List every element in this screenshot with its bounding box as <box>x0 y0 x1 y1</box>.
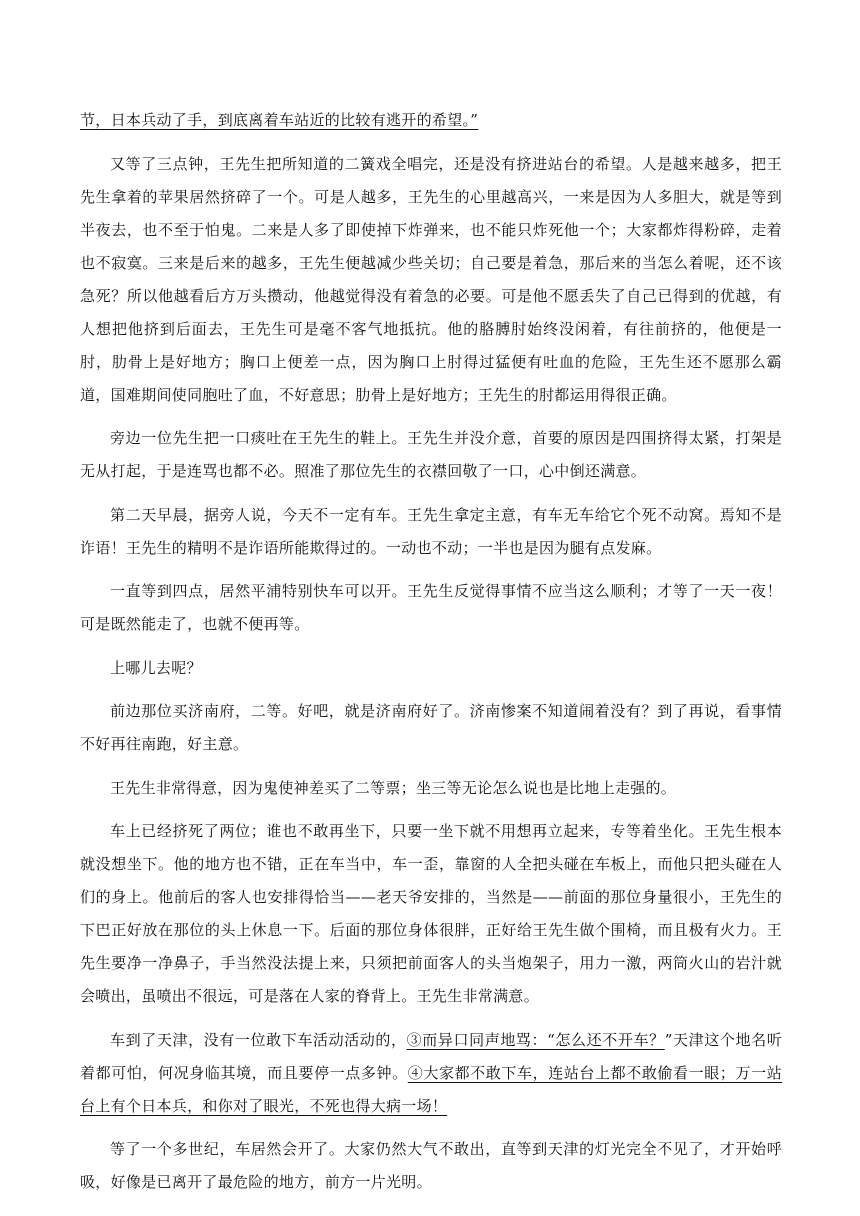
paragraph-text: 王先生非常得意，因为鬼使神差买了二等票；坐三等无论怎么说也是比地上走强的。 <box>110 778 677 797</box>
paragraph-text: 等了一个多世纪，车居然会开了。大家仍然大气不敢出，直等到天津的灯光完全不见了，才开始呼吸，好像是已离开了最危险的地方，前方一片光明。 <box>80 1140 782 1191</box>
paragraph-text: 车到了天津，没有一位敢下车活动活动的， <box>110 1030 407 1049</box>
paragraph <box>80 148 782 412</box>
underlined-text: 节，日本兵动了手，到底离着车站近的比较有逃开的希望。” <box>80 111 479 129</box>
paragraph <box>80 652 782 685</box>
paragraph <box>80 815 782 1013</box>
paragraph <box>80 104 782 137</box>
paragraph <box>80 1024 782 1123</box>
paragraph-text: 旁边一位先生把一口痰吐在王先生的鞋上。王先生并没介意，首要的原因是四围挤得太紧，打架是无从打起，于是连骂也都不必。照准了那位先生的衣襟回敬了一口，心中倒还满意。 <box>80 429 782 480</box>
paragraph <box>80 1133 782 1199</box>
paragraph <box>80 422 782 488</box>
document-page <box>80 104 782 1210</box>
paragraph-text: 一直等到四点，居然平浦特别快车可以开。王先生反觉得事情不应当这么顺利；才等了一天一夜！可是既然能走了，也就不便再等。 <box>80 582 782 633</box>
paragraph-text: ”天津这个地名听着都可怕，何况身临其境，而且要停一点多钟。 <box>80 1030 782 1082</box>
paragraph <box>80 695 782 761</box>
underlined-text: ③而异口同声地骂：“怎么还不开车？ <box>406 1030 665 1049</box>
paragraph-text: 前边那位买济南府，二等。好吧，就是济南府好了。济南惨案不知道闹着没有？到了再说，看事情不好再往南跑，好主意。 <box>80 702 782 753</box>
paragraph-text: 第二天早晨，据旁人说，今天不一定有车。王先生拿定主意，有车无车给它个死不动窝。焉知不是诈语！王先生的精明不是诈语所能欺得过的。一动也不动；一半也是因为腿有点发麻。 <box>80 505 782 557</box>
paragraph-text: 上哪儿去呢？ <box>110 658 202 677</box>
paragraph <box>80 575 782 641</box>
paragraph <box>80 499 782 565</box>
paragraph-text: 车上已经挤死了两位；谁也不敢再坐下，只要一坐下就不用想再立起来，专等着坐化。王先生根本就没想坐下。他的地方也不错，正在车当中，车一歪，靠窗的人全把头碰在车板上，而他只把头碰在人们的身上。他前后的客人也安排得恰当——老天爷安排的，当然是——前面的那位身量很小，王先生的下巴正好放在那位的头上休息一下。后面的那位身体很胖，正好给王先生做个围椅，而且极有火力。王先生要净一净鼻子，手当然没法提上来，只须把前面客人的头当炮架子，用力一激，两筒火山的岩汁就会喷出，虽喷出不很远，可是落在人家的脊背上。王先生非常满意。 <box>80 822 782 1005</box>
paragraph-text: 又等了三点钟，王先生把所知道的二簧戏全唱完，还是没有挤进站台的希望。人是越来越多，把王先生拿着的苹果居然挤碎了一个。可是人越多，王先生的心里越高兴，一来是因为人多胆大，就是等到半夜去，也不至于怕鬼。二来是人多了即使掉下炸弹来，也不能只炸死他一个；大家都炸得粉碎，走着也不寂寞。三来是后来的越多，王先生便越减少些关切；自己要是着急，那后来的当怎么着呢，还不该急死？所以他越看后方万头攒动，他越觉得没有着急的必要。可是他不愿丢失了自己已得到的优越，有人想把他挤到后面去，王先生可是毫不客气地抵抗。他的胳膊肘始终没闲着，有往前挤的，他便是一肘，肋骨上是好地方；胸口上便差一点，因为胸口上肘得过猛便有吐血的危险，王先生还不愿那么霸道，国难期间使同胞吐了血，不好意思；肋骨上是好地方；王先生的肘都运用得很正确。 <box>80 154 782 404</box>
underlined-text: ④大家都不敢下车，连站台上都不敢偷看一眼；万一站台上有个日本兵，和你对了眼光，不死也得大病一场！ <box>80 1063 783 1115</box>
paragraph <box>80 772 782 805</box>
